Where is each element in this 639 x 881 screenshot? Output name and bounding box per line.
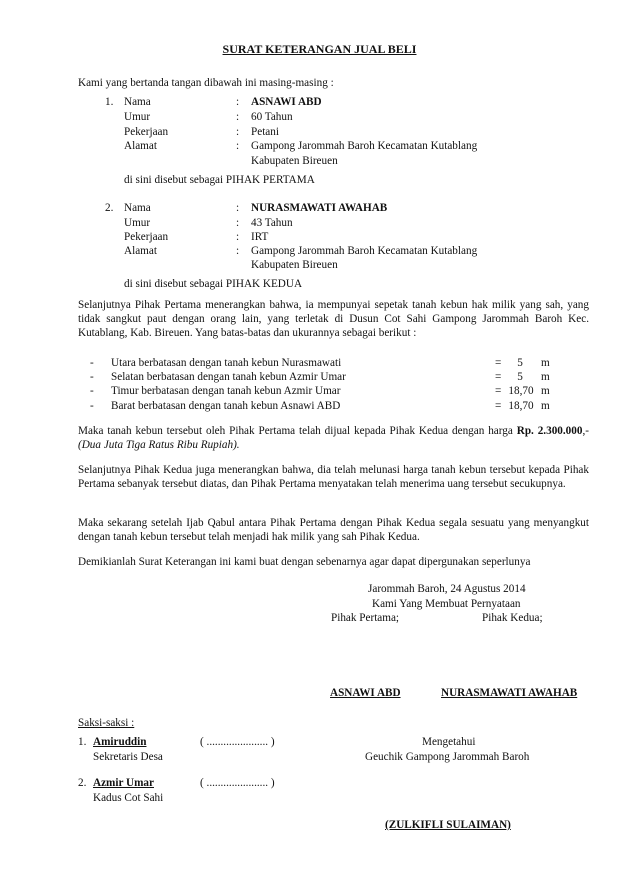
closing-statement: Demikianlah Surat Keterangan ini kami buat dengan sebenarnya agar dapat dipergunakan seperlunya [78, 556, 531, 568]
boundary-dash: - [90, 400, 94, 412]
party-2-name-value: NURASMAWATI AWAHAB [251, 202, 388, 214]
party-2-job-label: Pekerjaan [124, 231, 169, 243]
sale-price: Rp. 2.300.000 [516, 425, 583, 437]
witness-2-signature: ( ...................... ) [200, 777, 275, 789]
witness-2-name: Azmir Umar [93, 777, 154, 789]
party-2-address-colon: : [236, 245, 240, 257]
party-1-address-value: Gampong Jarommah Baroh Kecamatan Kutablang [251, 140, 478, 152]
sale-price-words: (Dua Juta Tiga Ratus Ribu Rupiah). [78, 439, 240, 451]
party-1-label: Pihak Pertama; [331, 612, 400, 624]
witness-1-role: Sekretaris Desa [93, 751, 163, 763]
party-1-job-label: Pekerjaan [124, 126, 169, 138]
boundary-eq: = [495, 357, 502, 369]
party-2-number: 2. [105, 202, 114, 214]
party-1-job-colon: : [236, 126, 240, 138]
party-1-name-label: Nama [124, 96, 151, 108]
witness-1-name: Amiruddin [93, 736, 147, 748]
boundary-dash: - [90, 357, 94, 369]
boundary-eq: = [495, 371, 502, 383]
party-1-number: 1. [105, 96, 114, 108]
party-2-label: Pihak Kedua; [482, 612, 543, 624]
party-1-name-colon: : [236, 96, 240, 108]
intro-text: Kami yang bertanda tangan dibawah ini masing-masing : [78, 77, 334, 89]
witness-2-number: 2. [78, 777, 87, 789]
party-2-job-colon: : [236, 231, 240, 243]
boundary-eq: = [495, 385, 502, 397]
party-1-age-colon: : [236, 111, 240, 123]
witness-1-signature: ( ...................... ) [200, 736, 275, 748]
party-1-address-label: Alamat [124, 140, 157, 152]
party-1-address-colon: : [236, 140, 240, 152]
boundary-size: 18,70 [508, 400, 534, 412]
boundary-text: Timur berbatasan dengan tanah kebun Azmir Umar [111, 385, 341, 397]
acknowledged-role: Geuchik Gampong Jarommah Baroh [365, 751, 530, 763]
signatories-heading: Kami Yang Membuat Pernyataan [372, 598, 521, 610]
party-2-designation: di sini disebut sebagai PIHAK KEDUA [124, 278, 303, 290]
boundary-size: 5 [517, 371, 523, 383]
party-1-address-line2: Kabupaten Bireuen [251, 155, 338, 167]
party-1-age-label: Umur [124, 111, 151, 123]
document-title: SURAT KETERANGAN JUAL BELI [222, 42, 417, 56]
party-2-name-colon: : [236, 202, 240, 214]
paragraph-ownership: Maka sekarang setelah Ijab Qabul antara Pihak Pertama dengan Pihak Kedua segala sesuatu yang menyangkut dengan tanah kebun tersebut telah menjadi hak milik yang sah Pihak Kedua. [78, 517, 589, 543]
sale-text: Maka tanah kebun tersebut oleh Pihak Pertama telah dijual kepada Pihak Kedua dengan harga [78, 425, 513, 437]
headman-name: (ZULKIFLI SULAIMAN) [385, 819, 511, 831]
boundary-text: Barat berbatasan dengan tanah kebun Asnawi ABD [111, 400, 341, 412]
party-1-signature-name: ASNAWI ABD [330, 687, 401, 699]
party-1-age-value: 60 Tahun [251, 111, 293, 123]
boundary-unit: m [541, 357, 550, 369]
boundary-text: Selatan berbatasan dengan tanah kebun Azmir Umar [111, 371, 346, 383]
paragraph-sale [78, 424, 589, 452]
party-2-address-value: Gampong Jarommah Baroh Kecamatan Kutablang [251, 245, 478, 257]
party-2-age-value: 43 Tahun [251, 217, 293, 229]
place-date: Jarommah Baroh, 24 Agustus 2014 [368, 583, 526, 595]
party-1-job-value: Petani [251, 126, 279, 138]
boundary-unit: m [541, 371, 550, 383]
boundary-dash: - [90, 371, 94, 383]
acknowledged-label: Mengetahui [422, 736, 476, 748]
party-2-signature-name: NURASMAWATI AWAHAB [441, 687, 578, 699]
paragraph-payment: Selanjutnya Pihak Kedua juga menerangkan bahwa, dia telah melunasi harga tanah kebun tersebut kepada Pihak Pertama sebanyak tersebut diatas, dan Pihak Pertama menyatakan telah menerima uang tersebut secukupnya. [78, 464, 589, 490]
party-2-name-label: Nama [124, 202, 151, 214]
party-2-address-line2: Kabupaten Bireuen [251, 259, 338, 271]
boundary-unit: m [541, 400, 550, 412]
witness-1-number: 1. [78, 736, 87, 748]
witnesses-heading: Saksi-saksi : [78, 717, 135, 729]
sale-price-dash: ,- [582, 425, 589, 437]
boundary-size: 5 [517, 357, 523, 369]
party-2-age-colon: : [236, 217, 240, 229]
boundary-unit: m [541, 385, 550, 397]
paragraph-land-description: Selanjutnya Pihak Pertama menerangkan bahwa, ia mempunyai sepetak tanah kebun hak milik yang sah, yang tidak sangkut paut dengan orang lain, yang terletak di Dusun Cot Sahi Gampong Jarommah Baroh Kec. Kutablang, Kab. Bireuen. Yang batas-batas dan ukurannya sebagai berikut : [78, 299, 589, 339]
party-2-address-label: Alamat [124, 245, 157, 257]
boundary-eq: = [495, 400, 502, 412]
boundary-dash: - [90, 385, 94, 397]
witness-2-role: Kadus Cot Sahi [93, 792, 164, 804]
party-2-job-value: IRT [251, 231, 269, 243]
boundary-size: 18,70 [508, 385, 534, 397]
party-1-name-value: ASNAWI ABD [251, 96, 322, 108]
party-2-age-label: Umur [124, 217, 151, 229]
boundary-text: Utara berbatasan dengan tanah kebun Nurasmawati [111, 357, 342, 369]
party-1-designation: di sini disebut sebagai PIHAK PERTAMA [124, 174, 315, 186]
